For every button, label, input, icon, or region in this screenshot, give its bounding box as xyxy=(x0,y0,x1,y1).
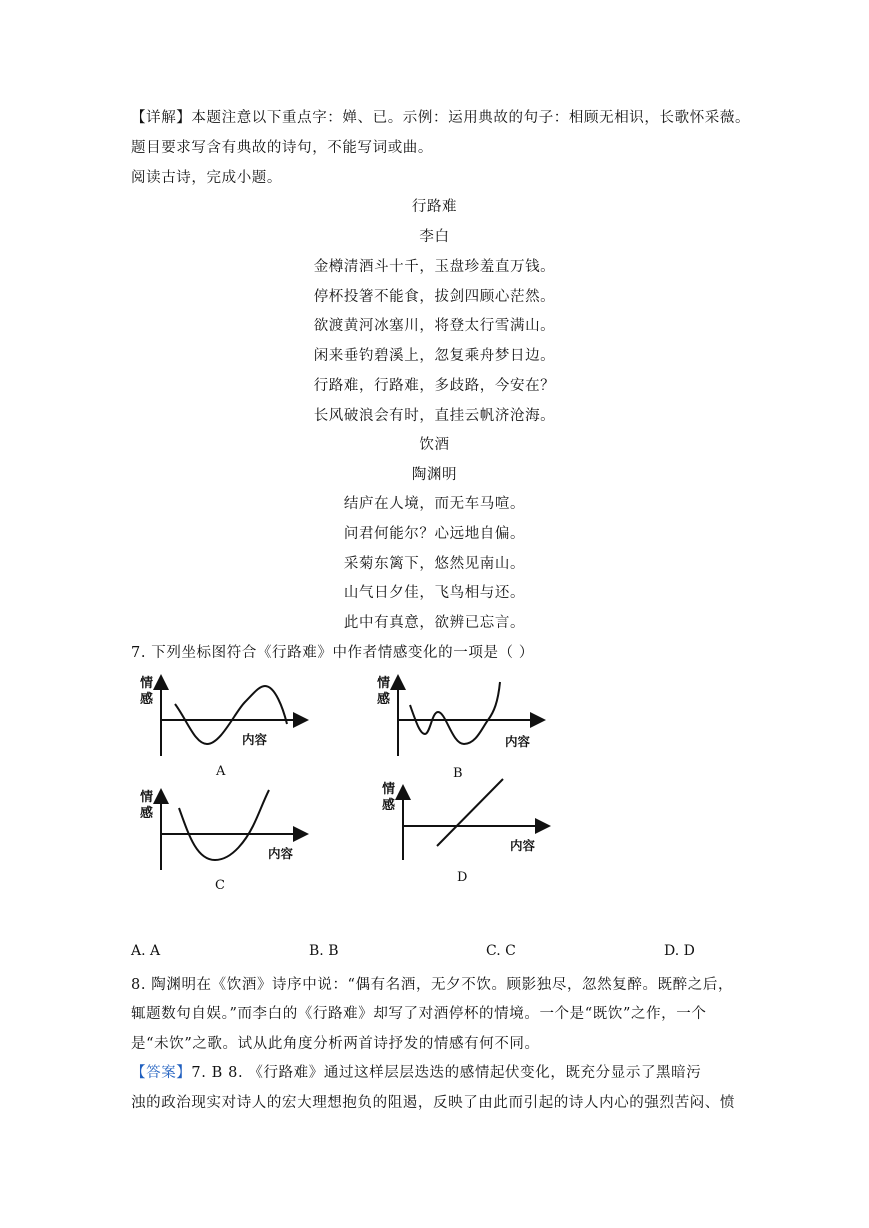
explain-line-2: 题目要求写含有典故的诗句，不能写词或曲。 xyxy=(131,140,433,156)
answer-line-1 xyxy=(131,1061,701,1082)
option-c: C. C xyxy=(486,943,516,959)
graph-a xyxy=(135,672,325,782)
graph-d-xlabel: 内容 xyxy=(510,838,536,853)
answer-line-2: 浊的政治现实对诗人的宏大理想抱负的阻遏，反映了由此而引起的诗人内心的强烈苦闷、愤 xyxy=(131,1095,735,1111)
poem2-author: 陶渊明 xyxy=(411,467,458,483)
q8-line-1: 8. 陶渊明在《饮酒》诗序中说：“偶有名酒，无夕不饮。顾影独尽，忽然复醉。既醉之后， xyxy=(131,977,734,993)
graph-b-curve xyxy=(410,682,500,744)
graph-a-svg xyxy=(135,672,325,782)
graph-a-curve xyxy=(175,686,287,744)
explain-line-1 xyxy=(131,106,750,127)
poem1-line: 长风破浪会有时，直挂云帆济沧海。 xyxy=(313,408,556,424)
poem1-line: 闲来垂钓碧溪上，忽复乘舟梦日边。 xyxy=(313,348,556,364)
poem2-line: 结庐在人境，而无车马喧。 xyxy=(343,496,526,512)
instruction-line: 阅读古诗，完成小题。 xyxy=(131,170,282,186)
poem2-line: 采菊东篱下，悠然见南山。 xyxy=(343,556,526,572)
answer-tag: 【答案】 xyxy=(131,1065,192,1081)
graph-d xyxy=(377,776,567,886)
poem1-author: 李白 xyxy=(419,229,450,245)
poem1-line: 行路难，行路难，多歧路，今安在？ xyxy=(313,378,556,394)
graph-a-ylabel: 情感 xyxy=(140,676,154,707)
poem1-line: 金樽清酒斗十千，玉盘珍羞直万钱。 xyxy=(313,259,556,275)
option-b: B. B xyxy=(309,943,339,959)
graph-d-ylabel: 情感 xyxy=(382,782,396,813)
graph-c-svg xyxy=(135,786,325,896)
q7-stem: 7. 下列坐标图符合《行路难》中作者情感变化的一项是（ ） xyxy=(131,645,534,661)
graph-a-label: A xyxy=(216,764,226,779)
explain-text-1: 本题注意以下重点字：婵、已。示例：运用典故的句子：相顾无相识，长歌怀采薇。 xyxy=(191,110,751,126)
poem2-title: 饮酒 xyxy=(419,437,450,453)
graph-c-xlabel: 内容 xyxy=(268,846,294,861)
q8-line-3: 是“未饮”之歌。试从此角度分析两首诗抒发的情感有何不同。 xyxy=(131,1036,540,1052)
poem2-line: 山气日夕佳，飞鸟相与还。 xyxy=(343,585,526,601)
graph-c-ylabel: 情感 xyxy=(140,790,154,821)
graph-b-svg xyxy=(372,672,562,782)
graph-d-curve xyxy=(437,779,503,846)
graph-d-svg xyxy=(377,776,567,886)
option-d: D. D xyxy=(664,943,695,959)
poem2-line: 问君何能尔？心远地自偏。 xyxy=(343,526,526,542)
answer-text-1: 7. B 8. 《行路难》通过这样层层迭迭的感情起伏变化，既充分显示了黑暗污 xyxy=(191,1065,702,1081)
poem1-line: 停杯投箸不能食，拔剑四顾心茫然。 xyxy=(313,289,556,305)
graph-a-xlabel: 内容 xyxy=(242,732,268,747)
q8-line-2: 辄题数句自娱。”而李白的《行路难》却写了对酒停杯的情境。一个是“既饮”之作，一个 xyxy=(131,1006,707,1022)
graph-c-curve xyxy=(179,790,269,860)
graph-b-label: B xyxy=(453,766,463,781)
explain-tag: 【详解】 xyxy=(131,110,192,126)
graph-c-label: C xyxy=(215,878,225,893)
graph-b-xlabel: 内容 xyxy=(505,734,531,749)
graph-c xyxy=(135,786,325,896)
poem1-line: 欲渡黄河冰塞川，将登太行雪满山。 xyxy=(313,318,556,334)
graph-b-ylabel: 情感 xyxy=(377,676,391,707)
option-a: A. A xyxy=(131,943,161,959)
graph-d-label: D xyxy=(457,870,468,885)
graph-b xyxy=(372,672,562,782)
poem1-title: 行路难 xyxy=(411,199,458,215)
poem2-line: 此中有真意，欲辨已忘言。 xyxy=(343,615,526,631)
